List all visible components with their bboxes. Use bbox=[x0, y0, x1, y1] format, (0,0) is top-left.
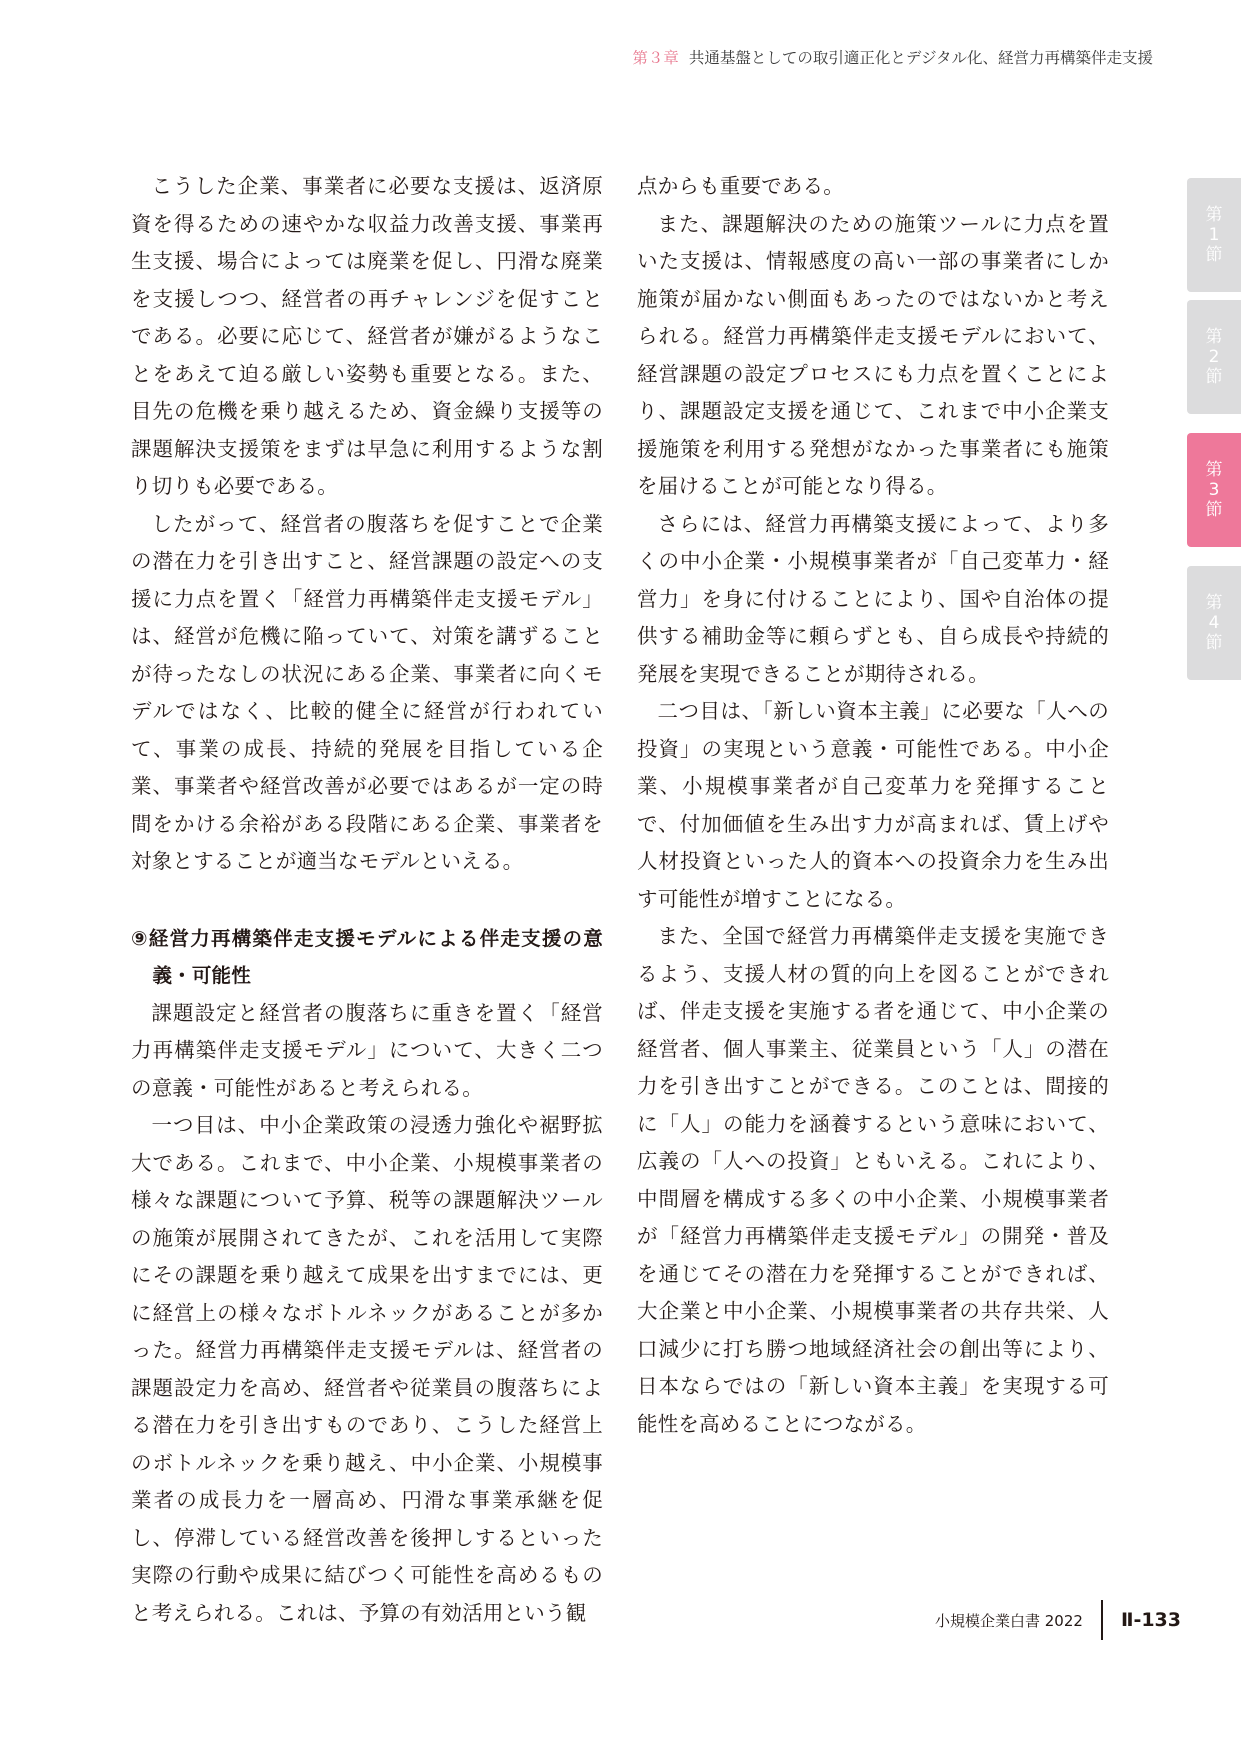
book-title: 小規模企業白書 2022 bbox=[934, 1611, 1083, 1630]
left-column bbox=[131, 168, 603, 1632]
section-tab-1[interactable]: 第 1 節 bbox=[1187, 178, 1241, 292]
chapter-label: 第３章 bbox=[632, 49, 679, 67]
section-tab-2[interactable]: 第 2 節 bbox=[1187, 300, 1241, 414]
footer-divider bbox=[1101, 1600, 1103, 1640]
page-number: Ⅱ-133 bbox=[1120, 1609, 1181, 1631]
paragraph: また、全国で経営力再構築伴走支援を実施できるよう、支援人材の質的向上を図ることができれば、伴走支援を実施する者を通じて、中小企業の経営者、個人事業主、従業員という「人」の潜在力を引き出すことができる。このことは、間接的に「人」の能力を涵養するという意味において、広義の「人への投資」ともいえる。これにより、中間層を構成する多くの中小企業、小規模事業者が「経営力再構築伴走支援モデル」の開発・普及を通じてその潜在力を発揮することができれば、大企業と中小企業、小規模事業者の共存共栄、人口減少に打ち勝つ地域経済社会の創出等により、日本ならではの「新しい資本主義」を実現する可能性を高めることにつながる。 bbox=[637, 924, 1109, 1436]
paragraph: さらには、経営力再構築支援によって、より多くの中小企業・小規模事業者が「自己変革力・経営力」を身に付けることにより、国や自治体の提供する補助金等に頼らずとも、自ら成長や持続的発展を実現できることが期待される。 bbox=[637, 511, 1109, 686]
paragraph: また、課題解決のための施策ツールに力点を置いた支援は、情報感度の高い一部の事業者にしか施策が届かない側面もあったのではないかと考えられる。経営力再構築伴走支援モデルにおいて、経営課題の設定プロセスにも力点を置くことにより、課題設定支援を通じて、これまで中小企業支援施策を利用する発想がなかった事業者にも施策を届けることが可能となり得る。 bbox=[637, 211, 1109, 498]
paragraph: したがって、経営者の腹落ちを促すことで企業の潜在力を引き出すこと、経営課題の設定への支援に力点を置く「経営力再構築伴走支援モデル」は、経営が危機に陥っていて、対策を講ずることが待ったなしの状況にある企業、事業者に向くモデルではなく、比較的健全に経営が行われていて、事業の成長、持続的発展を目指している企業、事業者や経営改善が必要ではあるが一定の時間をかける余裕がある段階にある企業、事業者を対象とすることが適当なモデルといえる。 bbox=[131, 511, 603, 873]
paragraph-continuation: 点からも重要である。 bbox=[637, 174, 844, 198]
chapter-title: 共通基盤としての取引適正化とデジタル化、経営力再構築伴走支援 bbox=[688, 49, 1153, 67]
paragraph: 課題設定と経営者の腹落ちに重きを置く「経営力再構築伴走支援モデル」について、大きく二つの意義・可能性があると考えられる。 bbox=[131, 1000, 603, 1100]
section-heading: ⑨経営力再構築伴走支援モデルによる伴走支援の意義・可能性 bbox=[131, 926, 603, 987]
paragraph: 一つ目は、中小企業政策の浸透力強化や裾野拡大である。これまで、中小企業、小規模事業者の様々な課題について予算、税等の課題解決ツールの施策が展開されてきたが、これを活用して実際にその課題を乗り越えて成果を出すまでには、更に経営上の様々なボトルネックがあることが多かった。経営力再構築伴走支援モデルは、経営者の課題設定力を高め、経営者や従業員の腹落ちによる潜在力を引き出すものであり、こうした経営上のボトルネックを乗り越え、中小企業、小規模事業者の成長力を一層高め、円滑な事業承継を促し、停滞している経営改善を後押しするといった実際の行動や成果に結びつく可能性を高めるものと考えられる。これは、予算の有効活用という観 bbox=[131, 1113, 603, 1625]
paragraph: 二つ目は、「新しい資本主義」に必要な「人への投資」の実現という意義・可能性である。中小企業、小規模事業者が自己変革力を発揮することで、付加価値を生み出す力が高まれば、賃上げや人材投資といった人的資本への投資余力を生み出す可能性が増すことになる。 bbox=[637, 699, 1109, 911]
section-tab-4[interactable]: 第 4 節 bbox=[1187, 566, 1241, 680]
right-column bbox=[637, 168, 1109, 1443]
section-tab-3[interactable]: 第 3 節 bbox=[1187, 433, 1241, 547]
running-header bbox=[632, 46, 1153, 68]
paragraph: こうした企業、事業者に必要な支援は、返済原資を得るための速やかな収益力改善支援、事業再生支援、場合によっては廃業を促し、円滑な廃業を支援しつつ、経営者の再チャレンジを促すことである。必要に応じて、経営者が嫌がるようなことをあえて迫る厳しい姿勢も重要となる。また、目先の危機を乗り越えるため、資金繰り支援等の課題解決支援策をまずは早急に利用するような割り切りも必要である。 bbox=[131, 174, 603, 498]
page-footer bbox=[935, 1606, 1181, 1634]
